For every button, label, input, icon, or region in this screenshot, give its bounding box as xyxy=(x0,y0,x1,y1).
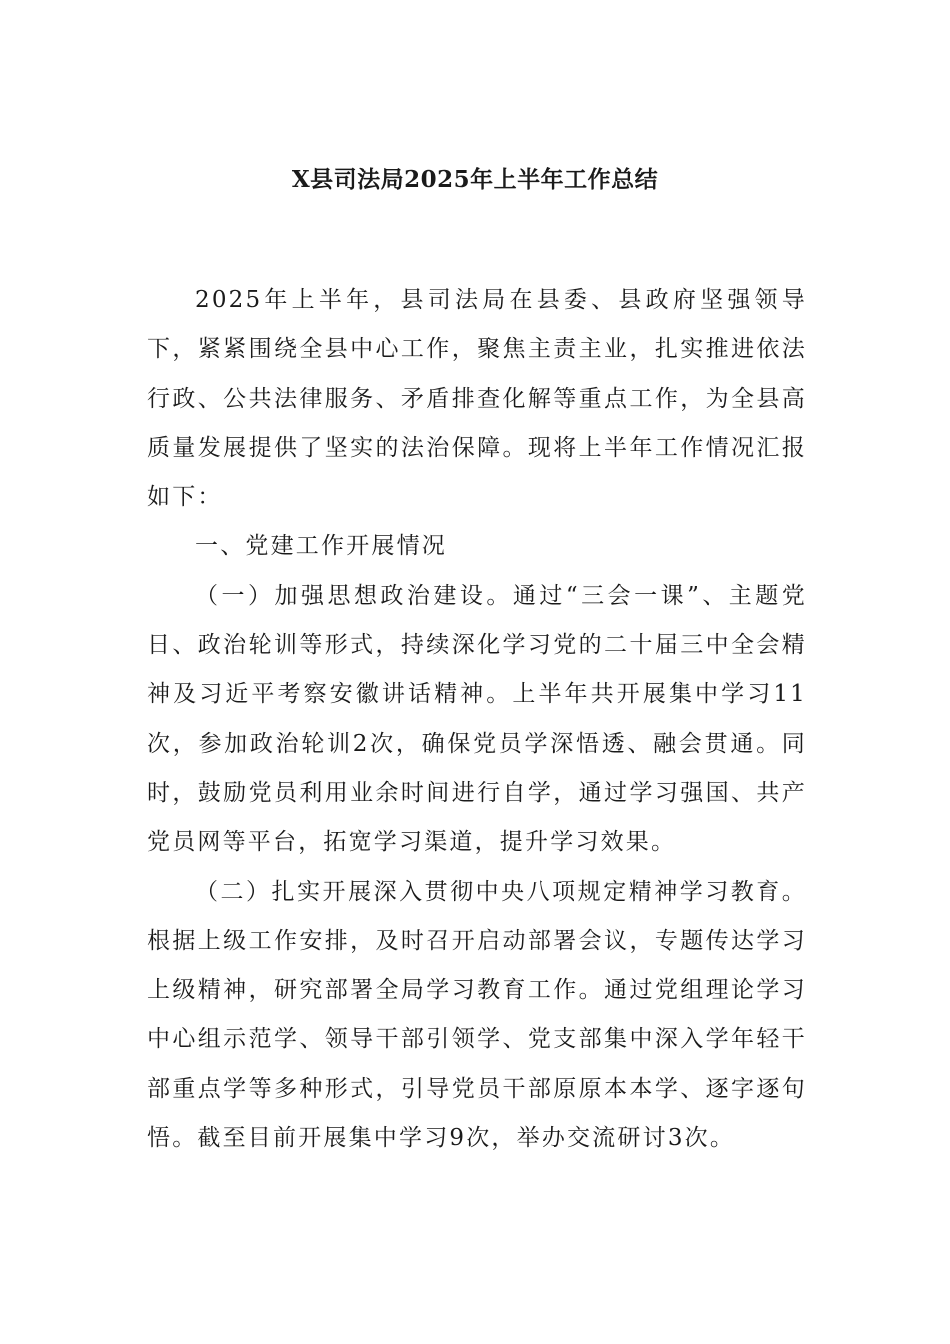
document-body xyxy=(147,276,807,1163)
paragraph-eight-regulations-education: （二）扎实开展深入贯彻中央八项规定精神学习教育。根据上级工作安排，及时召开启动部署会议，专题传达学习上级精神，研究部署全局学习教育工作。通过党组理论学习中心组示范学、领导干部引领学、党支部集中深入学年轻干部重点学等多种形式，引导党员干部原原本本学、逐字逐句悟。截至目前开展集中学习9次，举办交流研讨3次。 xyxy=(147,878,807,1152)
paragraph-ideological-construction: （一）加强思想政治建设。通过“三会一课”、主题党日、政治轮训等形式，持续深化学习党的二十届三中全会精神及习近平考察安徽讲话精神。上半年共开展集中学习11次，参加政治轮训2次，确保党员学深悟透、融会贯通。同时，鼓励党员利用业余时间进行自学，通过学习强国、共产党员网等平台，拓宽学习渠道，提升学习效果。 xyxy=(147,582,807,856)
document-title: X县司法局2025年上半年工作总结 xyxy=(291,166,659,193)
intro-paragraph: 2025年上半年，县司法局在县委、县政府坚强领导下，紧紧围绕全县中心工作，聚焦主责主业，扎实推进依法行政、公共法律服务、矛盾排查化解等重点工作，为全县高质量发展提供了坚实的法治保障。现将上半年工作情况汇报如下： xyxy=(147,287,807,511)
section-heading-party-building: 一、党建工作开展情况 xyxy=(195,533,447,560)
